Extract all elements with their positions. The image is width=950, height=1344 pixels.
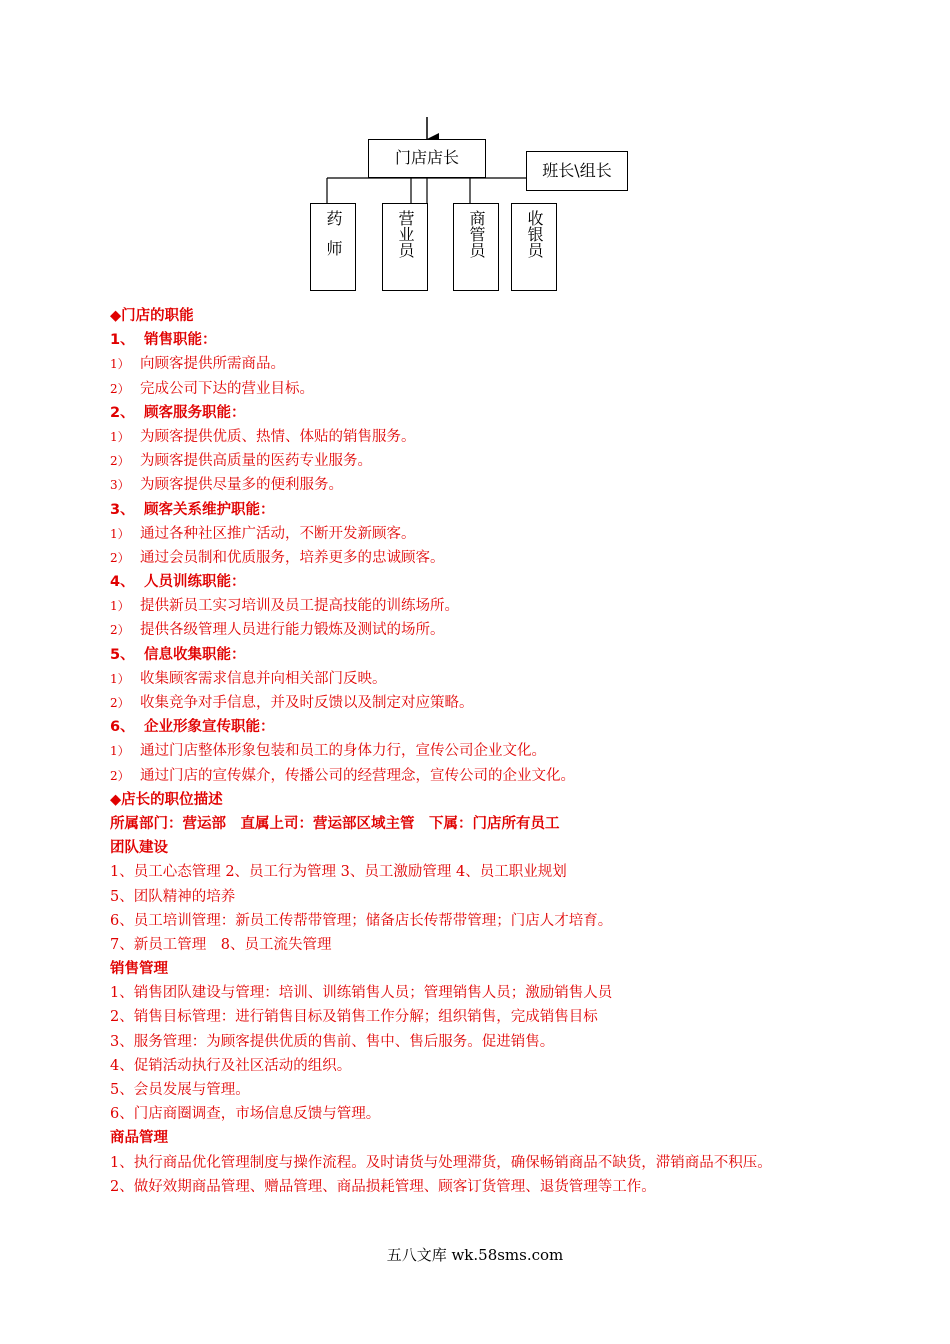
- cashier-label: 收银员: [525, 210, 544, 258]
- list-item: 1） 收集顾客需求信息并向相关部门反映。: [110, 670, 387, 687]
- list-item: 4、促销活动执行及社区活动的组织。: [110, 1057, 352, 1074]
- list-item: 2） 通过会员制和优质服务，培养更多的忠诚顾客。: [110, 549, 445, 566]
- list-item: 5、会员发展与管理。: [110, 1082, 250, 1098]
- cashier-box: [511, 203, 557, 291]
- position-info: 所属部门：营运部 直属上司：营运部区域主管 下属：门店所有员工: [110, 815, 560, 832]
- list-item: 1、销售团队建设与管理：培训、训练销售人员；管理销售人员；激励销售人员: [110, 985, 613, 1002]
- list-item: 3、服务管理：为顾客提供优质的售前、售中、售后服务。促进销售。: [110, 1033, 555, 1050]
- list-item: 2） 完成公司下达的营业目标。: [110, 380, 314, 397]
- list-item: 1） 通过各种社区推广活动，不断开发新顾客。: [110, 525, 416, 542]
- functions-heading: ◆门店的职能: [110, 308, 194, 324]
- function-group-title: 1、 销售职能：: [110, 332, 217, 349]
- pharmacist-label: 药师: [324, 210, 343, 270]
- position-heading: ◆店长的职位描述: [110, 791, 223, 808]
- list-item: 2） 提供各级管理人员进行能力锻炼及测试的场所。: [110, 622, 445, 639]
- salesperson-box: [382, 203, 428, 291]
- list-item: 2） 通过门店的宣传媒介，传播公司的经营理念，宣传公司的企业文化。: [110, 767, 575, 784]
- list-item: 3） 为顾客提供尽量多的便利服务。: [110, 477, 343, 494]
- function-group-title: 3、 顾客关系维护职能：: [110, 501, 275, 518]
- list-item: 7、新员工管理 8、员工流失管理: [110, 936, 332, 953]
- list-item: 1） 为顾客提供优质、热情、体贴的销售服务。: [110, 428, 416, 445]
- goods-title: 商品管理: [110, 1130, 168, 1147]
- salesperson-label: 营业员: [396, 210, 415, 258]
- team-leader-box: 班长\组长: [526, 151, 628, 191]
- list-item: 6、员工培训管理：新员工传帮带管理；储备店长传帮带管理；门店人才培育。: [110, 912, 613, 929]
- list-item: 1、员工心态管理 2、员工行为管理 3、员工激励管理 4、员工职业规划: [110, 864, 567, 881]
- list-item: 2、做好效期商品管理、赠品管理、商品损耗管理、顾客订货管理、退货管理等工作。: [110, 1178, 656, 1195]
- list-item: 2、销售目标管理：进行销售目标及销售工作分解；组织销售，完成销售目标: [110, 1009, 598, 1026]
- list-item: 1） 向顾客提供所需商品。: [110, 356, 285, 373]
- pharmacist-box: [310, 203, 356, 291]
- goods-manager-box: [453, 203, 499, 291]
- list-item: 1） 提供新员工实习培训及员工提高技能的训练场所。: [110, 598, 459, 615]
- sales-title: 销售管理: [110, 961, 168, 978]
- function-group-title: 5、 信息收集职能：: [110, 646, 246, 663]
- function-group-title: 4、 人员训练职能：: [110, 574, 246, 591]
- store-manager-box: 门店店长: [368, 139, 486, 178]
- document-body: [110, 304, 890, 1199]
- list-item: 5、团队精神的培养: [110, 888, 236, 905]
- org-chart: [0, 0, 950, 300]
- team-title: 团队建设: [110, 840, 168, 857]
- list-item: 1、执行商品优化管理制度与操作流程。及时请货与处理滞货，确保畅销商品不缺货，滞销商品不积压。: [110, 1154, 772, 1171]
- function-group-title: 6、 企业形象宣传职能：: [110, 719, 275, 736]
- list-item: 2） 收集竞争对手信息，并及时反馈以及制定对应策略。: [110, 695, 474, 711]
- goods-manager-label: 商管员: [467, 210, 486, 258]
- list-item: 2） 为顾客提供高质量的医药专业服务。: [110, 453, 372, 470]
- function-group-title: 2、 顾客服务职能：: [110, 404, 246, 421]
- footer-watermark: 五八文库 wk.58sms.com: [386, 1246, 564, 1264]
- list-item: 1） 通过门店整体形象包装和员工的身体力行，宣传公司企业文化。: [110, 743, 546, 760]
- list-item: 6、门店商圈调查，市场信息反馈与管理。: [110, 1106, 381, 1123]
